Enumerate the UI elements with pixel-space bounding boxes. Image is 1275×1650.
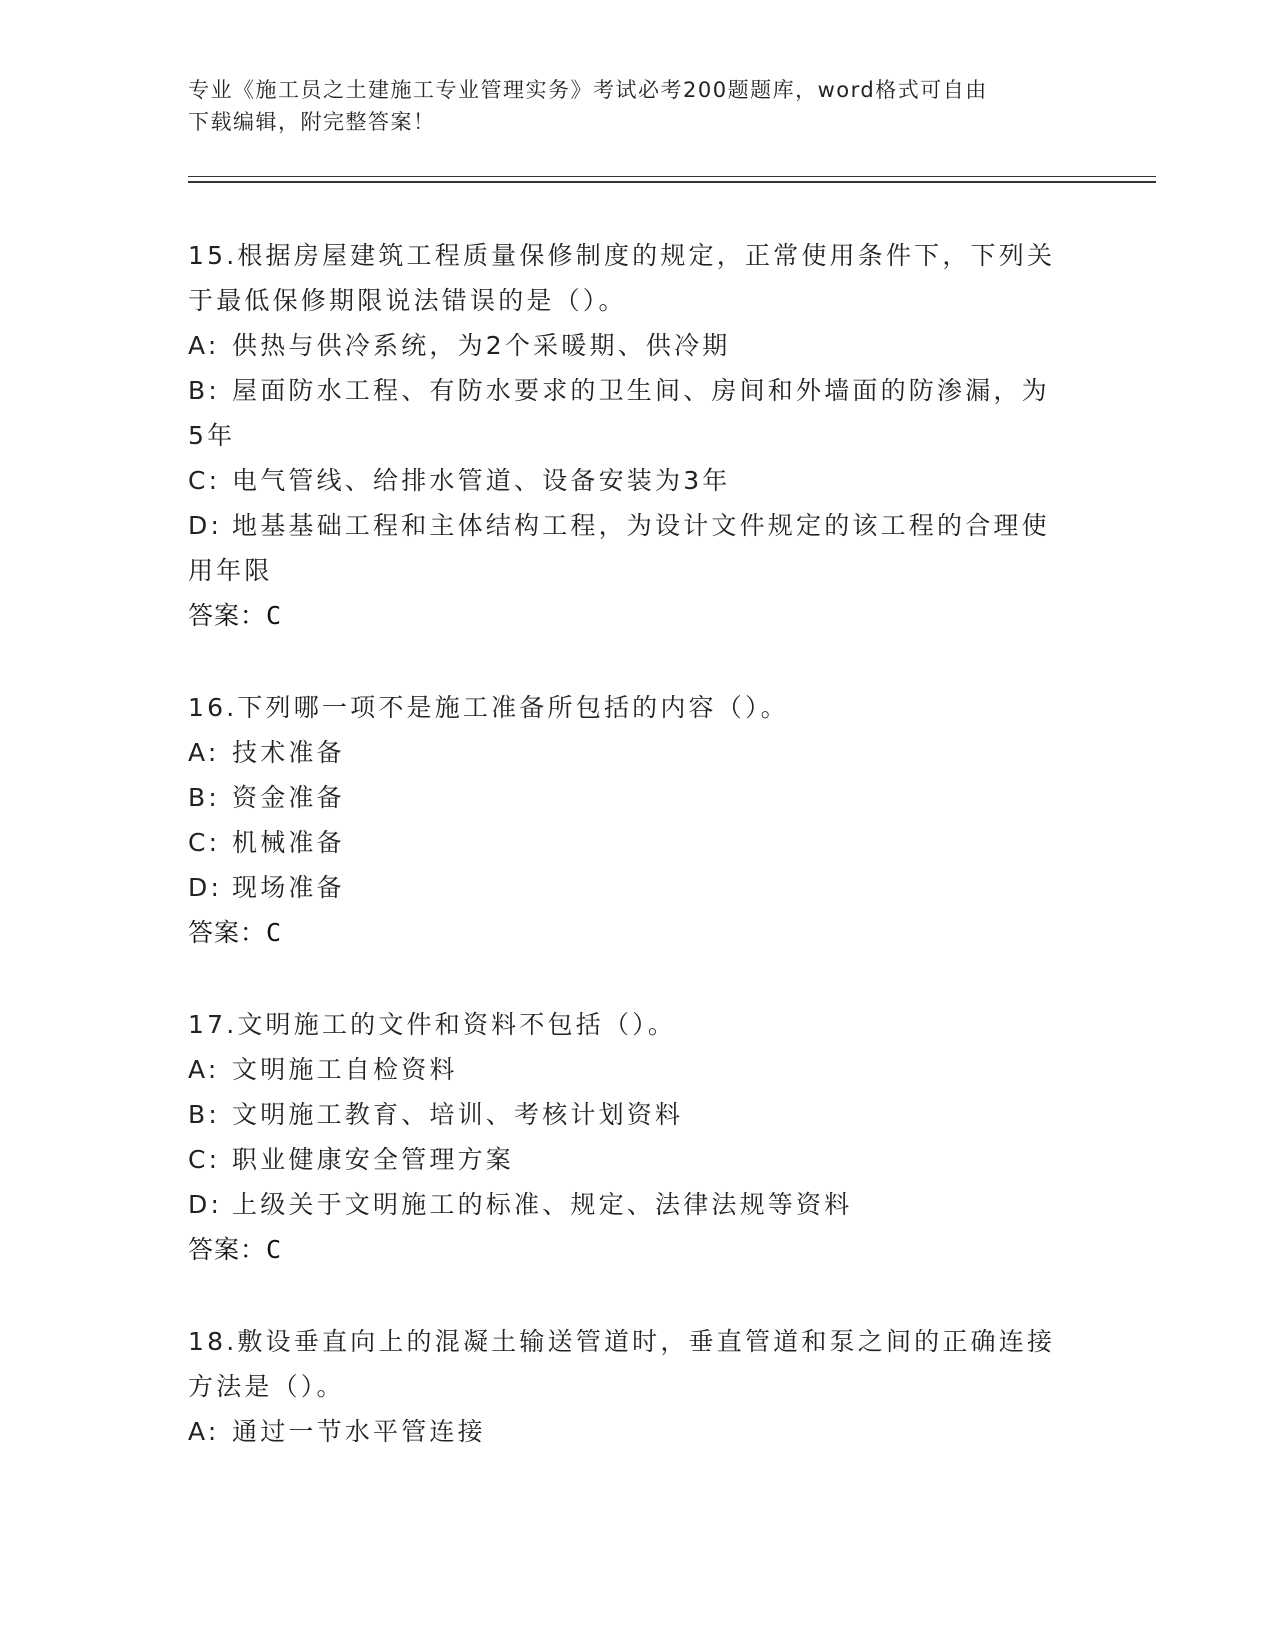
option-text: 地基基础工程和主体结构工程，为设计文件规定的该工程的合理使 xyxy=(232,511,1050,540)
option-c xyxy=(188,820,1088,865)
header-line-2: 下载编辑，附完整答案！ xyxy=(188,110,436,134)
option-key: D: xyxy=(188,873,223,902)
header-divider-thick xyxy=(188,181,1156,183)
option-a xyxy=(188,323,1088,368)
answer xyxy=(188,593,1088,638)
option-key: A: xyxy=(188,1417,220,1446)
answer-label: 答案： xyxy=(188,1235,267,1264)
option-text: 屋面防水工程、有防水要求的卫生间、房间和外墙面的防渗漏，为 xyxy=(232,376,1050,405)
option-text: 电气管线、给排水管道、设备安装为3年 xyxy=(232,466,731,495)
question-stem xyxy=(188,1319,1088,1409)
option-d xyxy=(188,1182,1088,1227)
option-key: B: xyxy=(188,1100,220,1129)
option-text-continued: 5年 xyxy=(188,421,236,450)
option-text: 上级关于文明施工的标准、规定、法律法规等资料 xyxy=(232,1190,853,1219)
option-key: A: xyxy=(188,331,220,360)
option-key: D: xyxy=(188,1190,223,1219)
question-stem xyxy=(188,685,1088,730)
option-text: 供热与供冷系统，为2个采暖期、供冷期 xyxy=(232,331,731,360)
option-text: 技术准备 xyxy=(232,738,345,767)
option-text-continued: 用年限 xyxy=(188,556,273,585)
option-key: C: xyxy=(188,1145,221,1174)
option-key: D: xyxy=(188,511,223,540)
answer xyxy=(188,910,1088,955)
stem-line: 于最低保修期限说法错误的是（）。 xyxy=(188,286,627,315)
stem-line: 方法是（）。 xyxy=(188,1372,345,1401)
question-18 xyxy=(188,1319,1088,1454)
option-b xyxy=(188,368,1088,458)
header-divider-thin xyxy=(188,176,1156,177)
question-16 xyxy=(188,685,1088,955)
document-header xyxy=(188,74,1088,138)
option-key: C: xyxy=(188,466,221,495)
answer-value: C xyxy=(266,601,283,630)
option-a xyxy=(188,1409,1088,1454)
answer-label: 答案： xyxy=(188,918,267,947)
option-text: 文明施工自检资料 xyxy=(232,1055,458,1084)
answer-label: 答案： xyxy=(188,601,267,630)
option-text: 职业健康安全管理方案 xyxy=(232,1145,515,1174)
option-b xyxy=(188,775,1088,820)
option-key: C: xyxy=(188,828,221,857)
option-key: A: xyxy=(188,1055,220,1084)
option-key: B: xyxy=(188,376,220,405)
option-key: A: xyxy=(188,738,220,767)
header-line-1: 专业《施工员之土建施工专业管理实务》考试必考200题题库，word格式可自由 xyxy=(188,78,988,102)
question-stem xyxy=(188,233,1088,323)
option-key: B: xyxy=(188,783,220,812)
option-text: 通过一节水平管连接 xyxy=(232,1417,486,1446)
option-text: 文明施工教育、培训、考核计划资料 xyxy=(232,1100,684,1129)
option-b xyxy=(188,1092,1088,1137)
option-text: 机械准备 xyxy=(232,828,345,857)
answer-value: C xyxy=(266,918,283,947)
stem-line: 15.根据房屋建筑工程质量保修制度的规定，正常使用条件下，下列关 xyxy=(188,241,1056,270)
option-text: 现场准备 xyxy=(232,873,345,902)
stem-line: 16.下列哪一项不是施工准备所包括的内容（）。 xyxy=(188,693,789,722)
answer xyxy=(188,1227,1088,1272)
stem-line: 18.敷设垂直向上的混凝土输送管道时，垂直管道和泵之间的正确连接 xyxy=(188,1327,1056,1356)
question-stem xyxy=(188,1002,1088,1047)
option-a xyxy=(188,1047,1088,1092)
question-list xyxy=(188,233,1088,1501)
answer-value: C xyxy=(266,1235,283,1264)
option-d xyxy=(188,865,1088,910)
option-c xyxy=(188,1137,1088,1182)
option-text: 资金准备 xyxy=(232,783,345,812)
option-d xyxy=(188,503,1088,593)
option-a xyxy=(188,730,1088,775)
option-c xyxy=(188,458,1088,503)
stem-line: 17.文明施工的文件和资料不包括（）。 xyxy=(188,1010,677,1039)
question-17 xyxy=(188,1002,1088,1272)
question-15 xyxy=(188,233,1088,638)
